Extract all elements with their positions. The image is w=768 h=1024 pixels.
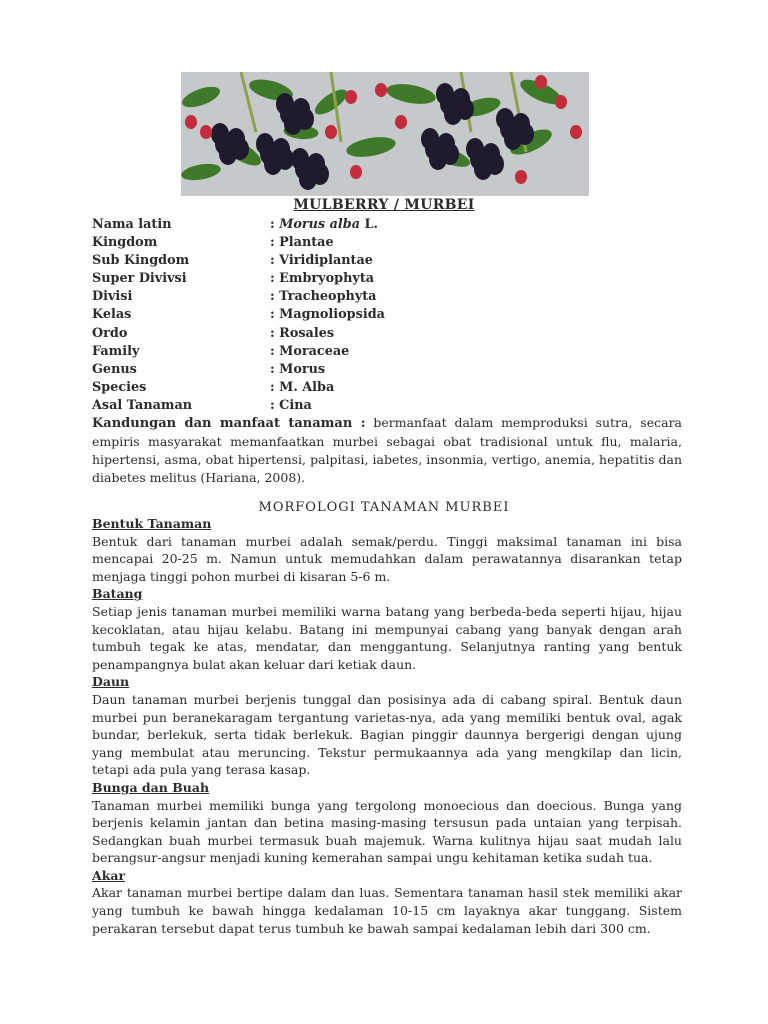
morfologi-sections — [92, 515, 682, 937]
berry-red — [350, 165, 362, 179]
section-heading: Akar — [92, 867, 126, 883]
section-body: Bentuk dari tanaman murbei adalah semak/perdu. Tinggi maksimal tanaman ini bisa mencapai 20-25 m. Namun untuk memudahkan dalam perawatannya disarankan tetap menjaga tinggi pohon murbei di kisaran 5-6 m. — [92, 533, 682, 584]
berry-dark — [504, 128, 522, 150]
section-heading: Bunga dan Buah — [92, 779, 210, 795]
taxonomy-row — [92, 306, 692, 324]
taxonomy-value: : Morus alba L. — [270, 217, 378, 232]
section-body: Daun tanaman murbei berjenis tunggal dan posisinya ada di cabang spiral. Bentuk daun murbei pun beranekaragam tergantung varietas-nya, ada yang memiliki bentuk oval, agak bundar, berlekuk, serta tidak berlekuk. Bagian pinggir daunnya bergerigi dengan ujung yang membulat atau meruncing. Tekstur permukaannya ada yang mengkilap dan licin, tetapi ada pula yang terasa kasap. — [92, 691, 682, 778]
taxonomy-label: Super Divivsi — [92, 271, 187, 287]
section-body: Tanaman murbei memiliki bunga yang tergolong monoecious dan doecious. Bunga yang berjenis kelamin jantan dan betina masing-masing tersusun pada untaian yang terpisah. Sedangkan buah murbei termasuk buah majemuk. Warna kulitnya hijau saat mudah lalu berangsur-angsur menjadi kuning kemerahan sampai ungu kehitaman ketika sudah tua. — [92, 797, 682, 866]
taxonomy-label: Species — [92, 379, 147, 395]
taxonomy-value: : Plantae — [270, 235, 334, 251]
berry-red — [185, 115, 197, 129]
taxonomy-value: : Morus — [270, 361, 326, 377]
berry-dark — [264, 153, 282, 175]
taxonomy-row — [92, 216, 692, 234]
taxonomy-label: Kingdom — [92, 235, 158, 251]
berry-red — [200, 125, 212, 139]
berry-red — [325, 125, 337, 139]
berry-dark — [284, 113, 302, 135]
berry-dark — [474, 158, 492, 180]
taxonomy-label: Asal Tanaman — [92, 397, 193, 413]
morfologi-title: MORFOLOGI TANAMAN MURBEI — [258, 500, 510, 515]
berry-dark — [429, 148, 447, 170]
taxonomy-value: : Rosales — [270, 325, 335, 341]
taxonomy-label: Genus — [92, 361, 137, 377]
berry-red — [535, 75, 547, 89]
intro-body: bermanfaat dalam memproduksi sutra, secara empiris masyarakat memanfaatkan murbei sebagai obat tradisional untuk flu, malaria, hipertensi, asma, obat hipertensi, palpitasi, iabetes, insonmia, vertigo, anemia, hepatitis dan diabetes melitus (Hariana, 2008). — [92, 415, 682, 485]
taxonomy-row — [92, 252, 692, 270]
taxonomy-row — [92, 325, 692, 343]
taxonomy-row — [92, 270, 692, 288]
section-heading: Daun — [92, 674, 130, 690]
taxonomy-row — [92, 343, 692, 361]
intro-lead: Kandungan dan manfaat tanaman : — [92, 416, 366, 431]
berry-red — [555, 95, 567, 109]
berry-red — [375, 83, 387, 97]
taxonomy-value: : Embryophyta — [270, 271, 375, 287]
taxonomy-label: Nama latin — [92, 217, 172, 232]
berry-red — [345, 90, 357, 104]
section-body: Setiap jenis tanaman murbei memiliki warna batang yang berbeda-beda seperti hijau, hijau kecoklatan, atau hijau kelabu. Batang ini mempunyai cabang yang banyak dengan arah tumbuh tegak ke atas, mendatar, dan menggantung. Selanjutnya ranting yang bentuk penampangnya bulat akan keluar dari ketiak daun. — [92, 603, 682, 672]
taxonomy-label: Sub Kingdom — [92, 253, 190, 269]
section-body: Akar tanaman murbei bertipe dalam dan luas. Sementara tanaman hasil stek memiliki akar yang tumbuh ke bawah hingga kedalaman 10-15 cm layaknya akar tunggang. Sistem perakaran tersebut dapat terus tumbuh ke bawah sampai kedalaman lebih dari 300 cm. — [92, 885, 682, 936]
taxonomy-value: : Magnoliopsida — [270, 307, 385, 323]
berry-red — [515, 170, 527, 184]
taxonomy-row — [92, 234, 692, 252]
berry-red — [395, 115, 407, 129]
section-heading: Batang — [92, 586, 143, 602]
taxonomy-row — [92, 397, 692, 415]
mulberry-photo — [181, 72, 589, 196]
berry-dark — [299, 168, 317, 190]
taxonomy-label: Divisi — [92, 289, 133, 305]
taxonomy-table — [92, 216, 692, 415]
section-heading: Bentuk Tanaman — [92, 516, 212, 531]
berry-dark — [219, 143, 237, 165]
taxonomy-value: : Moraceae — [270, 343, 350, 359]
taxonomy-value: : Cina — [270, 397, 312, 413]
taxonomy-label: Ordo — [92, 325, 128, 341]
taxonomy-row — [92, 361, 692, 379]
taxonomy-value: : Viridiplantae — [270, 253, 373, 269]
taxonomy-row — [92, 379, 692, 397]
taxonomy-label: Kelas — [92, 307, 132, 323]
mulberry-photo-illustration — [181, 72, 589, 196]
intro-paragraph — [92, 414, 682, 487]
taxonomy-value: : Tracheophyta — [270, 289, 377, 305]
taxonomy-value: : M. Alba — [270, 379, 335, 395]
page-title: MULBERRY / MURBEI — [293, 197, 475, 213]
taxonomy-row — [92, 288, 692, 306]
berry-red — [570, 125, 582, 139]
taxonomy-label: Family — [92, 343, 140, 359]
berry-dark — [444, 103, 462, 125]
